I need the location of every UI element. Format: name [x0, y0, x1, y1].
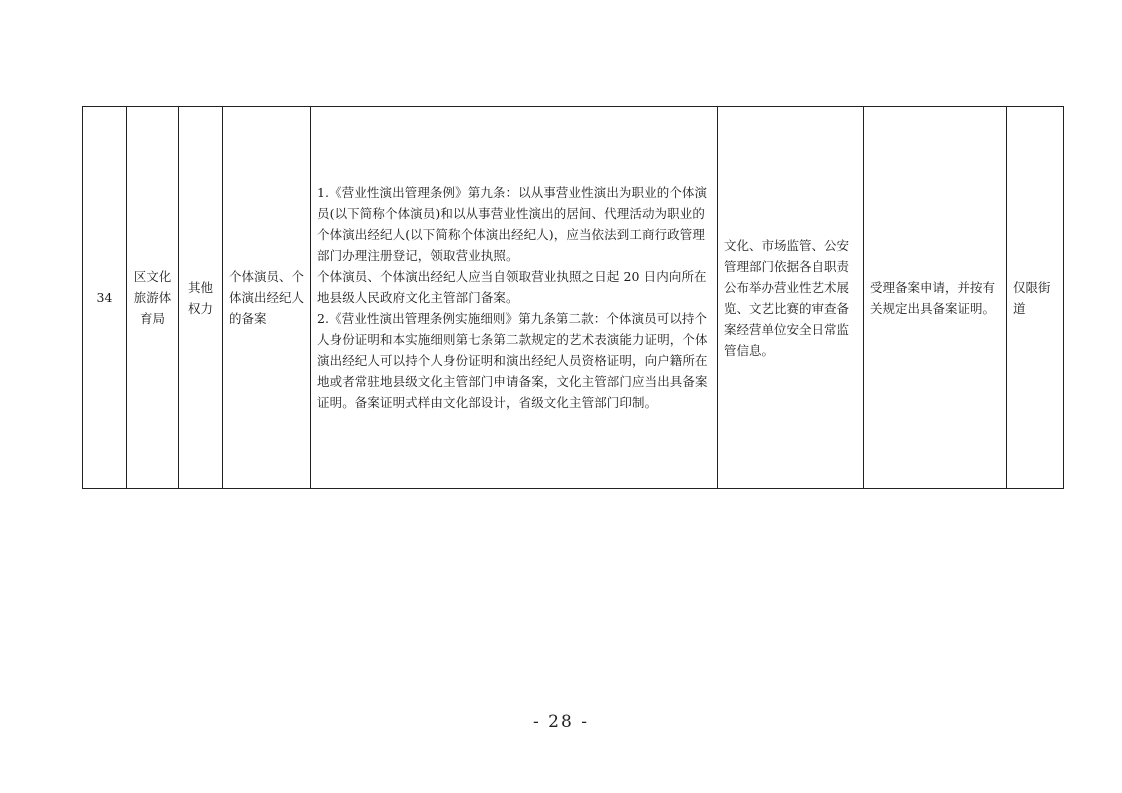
power-type-cell: 其他权力 — [179, 107, 223, 489]
legal-basis-paragraph: 1.《营业性演出管理条例》第九条：以从事营业性演出为职业的个体演员(以下简称个体演员)和以从事营业性演出的居间、代理活动为职业的个体演出经纪人(以下简称个体演出经纪人)，应当依法到工商行政管理部门办理注册登记，领取营业执照。 — [317, 185, 708, 263]
remark-cell: 仅限街道 — [1007, 107, 1064, 489]
legal-basis-paragraph: 2.《营业性演出管理条例实施细则》第九条第二款：个体演员可以持个人身份证明和本实施细则第七条第二款规定的艺术表演能力证明，个体演出经纪人可以持个人身份证明和演出经纪人员资格证明，向户籍所在地或者常驻地县级文化主管部门申请备案，文化主管部门应当出具备案证明。备案证明式样由文化部设计，省级文化主管部门印制。 — [317, 311, 708, 410]
department-cell: 区文化旅游体育局 — [127, 107, 179, 489]
legal-basis-paragraph: 个体演员、个体演出经纪人应当自领取营业执照之日起 20 日内向所在地县级人民政府文化主管部门备案。 — [317, 269, 707, 305]
table-row — [83, 107, 1064, 489]
supervision-cell: 文化、市场监管、公安管理部门依据各自职责公布举办营业性艺术展览、文艺比赛的审查备案经营单位安全日常监管信息。 — [718, 107, 864, 489]
item-name-cell: 个体演员、个体演出经纪人的备案 — [223, 107, 311, 489]
legal-basis-cell — [311, 107, 718, 489]
responsibility-cell: 受理备案申请，并按有关规定出具备案证明。 — [864, 107, 1007, 489]
power-list-table — [82, 106, 1064, 489]
row-index-cell: 34 — [83, 107, 127, 489]
page-number: - 28 - — [533, 712, 589, 732]
